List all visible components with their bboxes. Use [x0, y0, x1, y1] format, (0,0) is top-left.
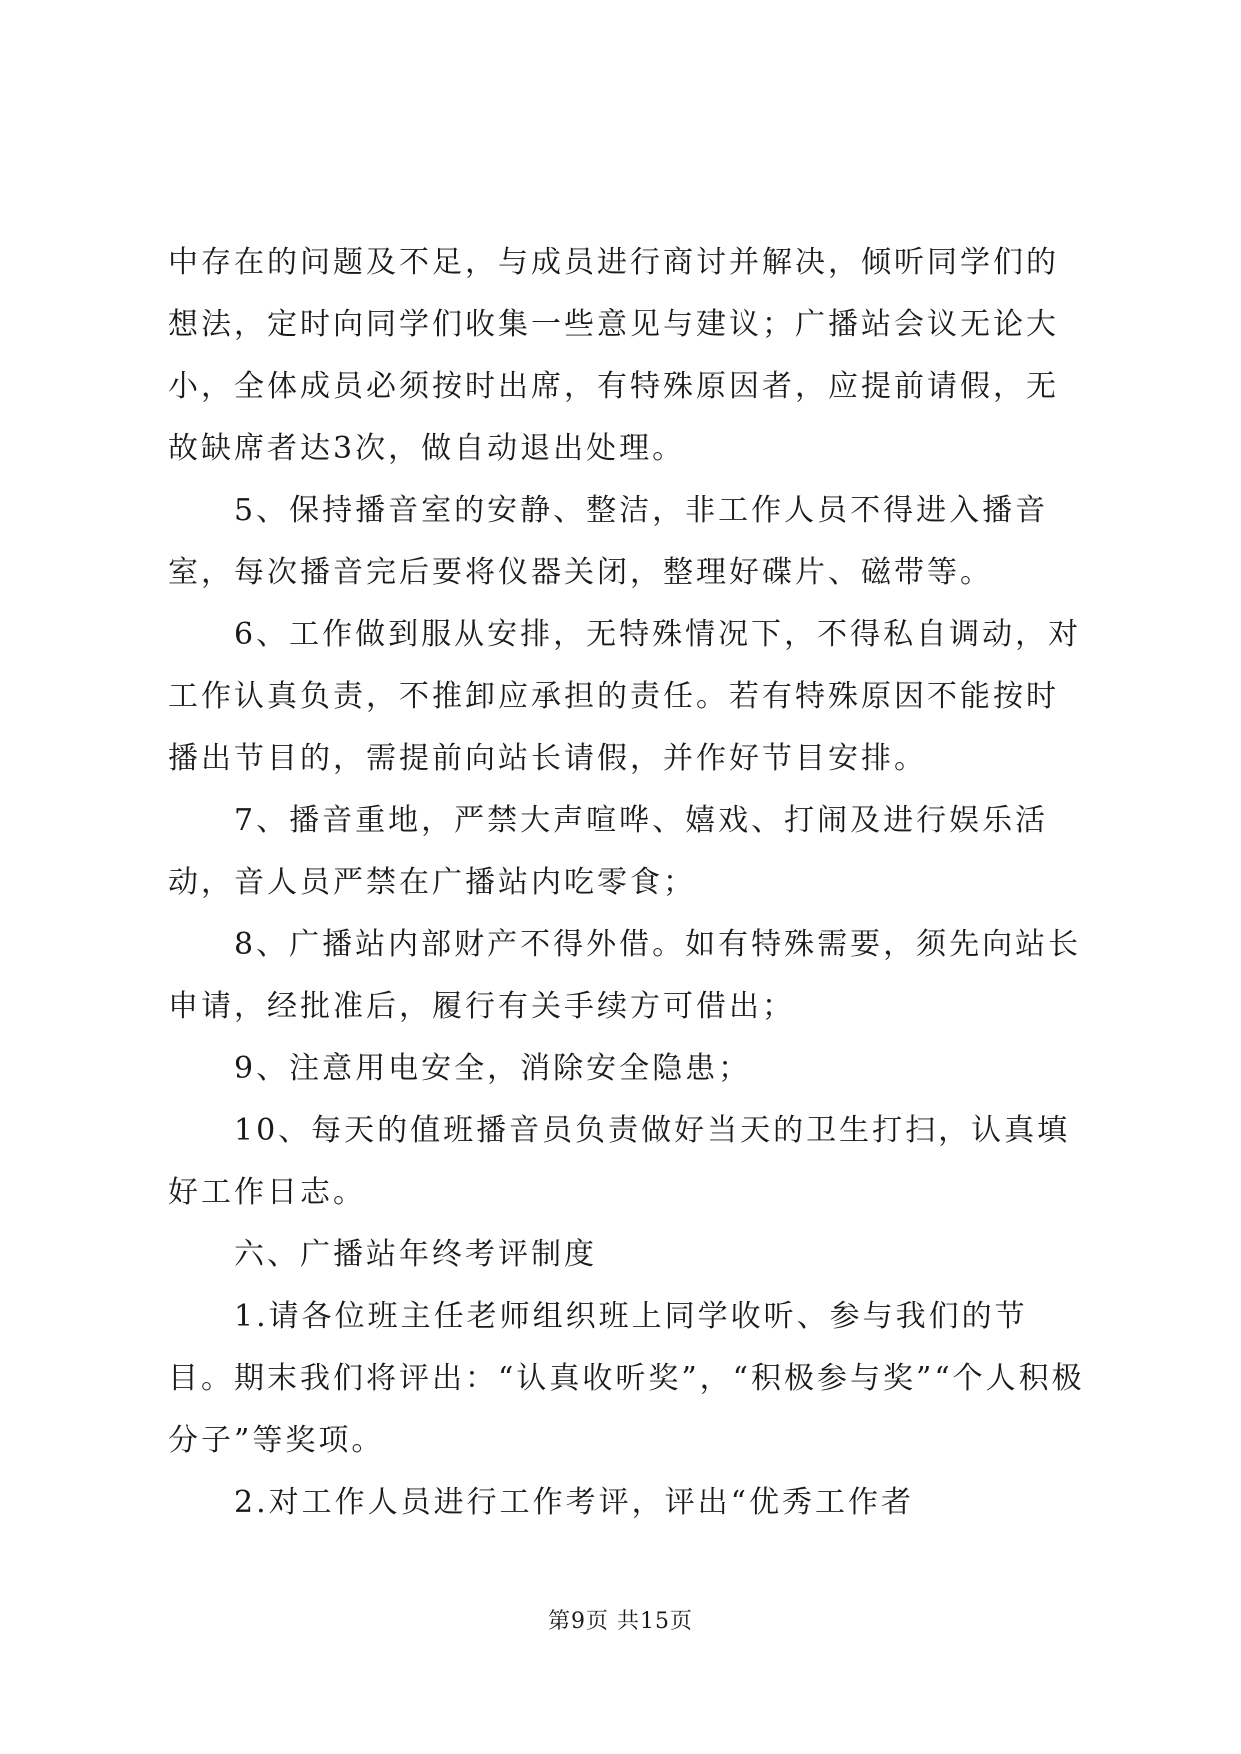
paragraph-evaluation-1: 1.请各位班主任老师组织班上同学收听、参与我们的节目。期末我们将评出：“认真收听奖”，“积极参与奖”“个人积极分子”等奖项。	[168, 1299, 1085, 1458]
paragraph-rule-6: 6、工作做到服从安排，无特殊情况下，不得私自调动，对工作认真负责，不推卸应承担的责任。若有特殊原因不能按时播出节目的，需提前向站长请假，并作好节目安排。	[168, 617, 1082, 776]
paragraph-evaluation-2: 2.对工作人员进行工作考评，评出“优秀工作者	[234, 1485, 914, 1520]
paragraph-rule-7: 7、播音重地，严禁大声喧哗、嬉戏、打闹及进行娱乐活动，音人员严禁在广播站内吃零食；	[168, 803, 1049, 900]
page-number-footer: 第9页 共15页	[548, 1609, 693, 1634]
paragraph-rule-9: 9、注意用电安全，消除安全隐患；	[234, 1051, 752, 1086]
section-heading-6: 六、广播站年终考评制度	[234, 1237, 597, 1272]
paragraph-rule-10: 10、每天的值班播音员负责做好当天的卫生打扫，认真填好工作日志。	[168, 1113, 1071, 1210]
paragraph-rule-8: 8、广播站内部财产不得外借。如有特殊需要，须先向站长申请，经批准后，履行有关手续方可借出；	[168, 927, 1082, 1024]
paragraph-rule-5: 5、保持播音室的安静、整洁，非工作人员不得进入播音室，每次播音完后要将仪器关闭，整理好碟片、磁带等。	[168, 493, 1049, 590]
paragraph-continued: 中存在的问题及不足，与成员进行商讨并解决，倾听同学们的想法，定时向同学们收集一些意见与建议；广播站会议无论大小，全体成员必须按时出席，有特殊原因者，应提前请假，无故缺席者达3次，做自动退出处理。	[168, 245, 1059, 466]
document-body	[168, 232, 1088, 1534]
